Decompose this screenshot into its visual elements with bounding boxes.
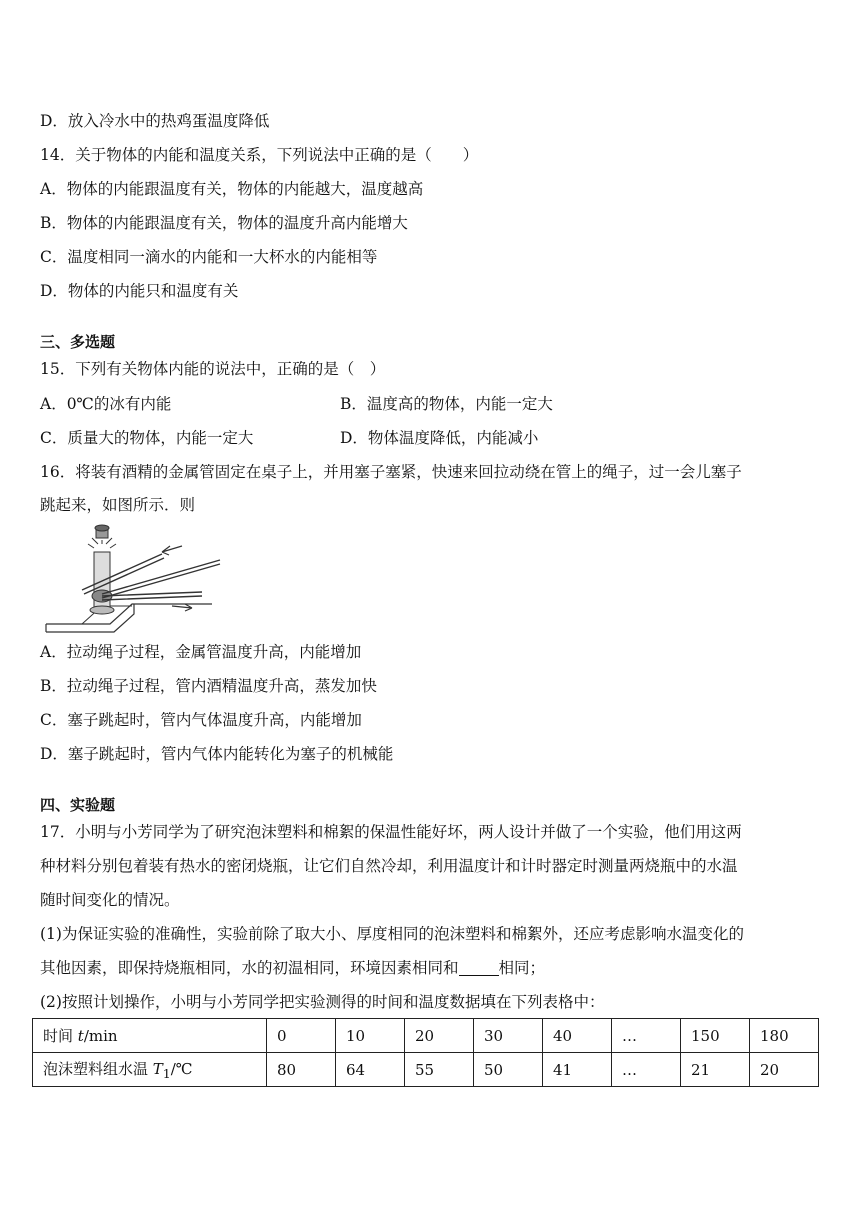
- q14-option-d: D．物体的内能只和温度有关: [40, 282, 239, 300]
- q15-option-c: C．质量大的物体，内能一定大: [40, 429, 254, 447]
- q17-part1-text-before-blank: 其他因素，即保持烧瓶相同，水的初温相同，环境因素相同和: [40, 959, 459, 977]
- table-cell: 180: [750, 1019, 819, 1053]
- q15-option-b: B．温度高的物体，内能一定大: [340, 395, 553, 413]
- table-cell: 150: [681, 1019, 750, 1053]
- q13-option-d: D．放入冷水中的热鸡蛋温度降低: [40, 112, 270, 130]
- section-heading-experiment: 四、实验题: [40, 796, 116, 814]
- q17-part1-line-2: [40, 957, 545, 979]
- table-cell: …: [612, 1019, 681, 1053]
- q17-stem-line-1: 17．小明与小芳同学为了研究泡沫塑料和棉絮的保温性能好坏，两人设计并做了一个实验，他们用这两: [40, 823, 742, 841]
- q16-stem-line-1: 16．将装有酒精的金属管固定在桌子上，并用塞子塞紧，快速来回拉动绕在管上的绳子，过一会儿塞子: [40, 463, 742, 481]
- table-cell: 20: [405, 1019, 474, 1053]
- table-cell: …: [612, 1053, 681, 1087]
- table-cell: 21: [681, 1053, 750, 1087]
- table-cell: 0: [267, 1019, 336, 1053]
- q15-options-row-1: [40, 393, 740, 415]
- table-row: [33, 1053, 819, 1087]
- table-row-header: 泡沫塑料组水温 $T_1/℃$: [33, 1053, 267, 1087]
- q14-stem: 14．关于物体的内能和温度关系，下列说法中正确的是（ ）: [40, 146, 479, 164]
- table-row: [33, 1019, 819, 1053]
- q17-part2-line: (2)按照计划操作，小明与小芳同学把实验测得的时间和温度数据填在下列表格中：: [40, 993, 605, 1011]
- q15-option-a: A．0℃的冰有内能: [40, 395, 172, 413]
- q17-part1-text-after-blank: 相同；: [498, 959, 546, 977]
- q15-stem: 15．下列有关物体内能的说法中，正确的是（ ）: [40, 360, 386, 378]
- q17-stem-line-3: 随时间变化的情况。: [40, 891, 180, 909]
- q15-options-row-2: [40, 427, 740, 449]
- q16-apparatus-figure: [42, 524, 222, 634]
- q14-option-c: C．温度相同一滴水的内能和一大杯水的内能相等: [40, 248, 378, 266]
- q17-stem-line-2: 种材料分别包着装有热水的密闭烧瓶，让它们自然冷却，利用温度计和计时器定时测量两烧瓶中的水温: [40, 857, 738, 875]
- table-cell: 55: [405, 1053, 474, 1087]
- section-heading-multiple-choice: 三、多选题: [40, 333, 116, 351]
- table-cell: 30: [474, 1019, 543, 1053]
- q16-option-c: C．塞子跳起时，管内气体温度升高，内能增加: [40, 711, 362, 729]
- table-cell: 80: [267, 1053, 336, 1087]
- q17-part1-line-1: (1)为保证实验的准确性，实验前除了取大小、厚度相同的泡沫塑料和棉絮外，还应考虑影响水温变化的: [40, 925, 744, 943]
- q16-stem-line-2: 跳起来，如图所示．则: [40, 496, 196, 514]
- q16-option-b: B．拉动绳子过程，管内酒精温度升高，蒸发加快: [40, 677, 377, 695]
- q16-option-d: D．塞子跳起时，管内气体内能转化为塞子的机械能: [40, 745, 394, 763]
- q15-option-d: D．物体温度降低，内能减小: [340, 429, 539, 447]
- table-cell: 40: [543, 1019, 612, 1053]
- table-cell: 41: [543, 1053, 612, 1087]
- table-cell: 20: [750, 1053, 819, 1087]
- q14-option-a: A．物体的内能跟温度有关，物体的内能越大，温度越高: [40, 180, 424, 198]
- q14-option-b: B．物体的内能跟温度有关，物体的温度升高内能增大: [40, 214, 408, 232]
- answer-blank[interactable]: [459, 959, 499, 976]
- table-cell: 64: [336, 1053, 405, 1087]
- table-cell: 10: [336, 1019, 405, 1053]
- table-row-header: 时间 t/min: [33, 1019, 267, 1053]
- data-table: [32, 1018, 819, 1087]
- q16-option-a: A．拉动绳子过程，金属管温度升高，内能增加: [40, 643, 362, 661]
- table-cell: 50: [474, 1053, 543, 1087]
